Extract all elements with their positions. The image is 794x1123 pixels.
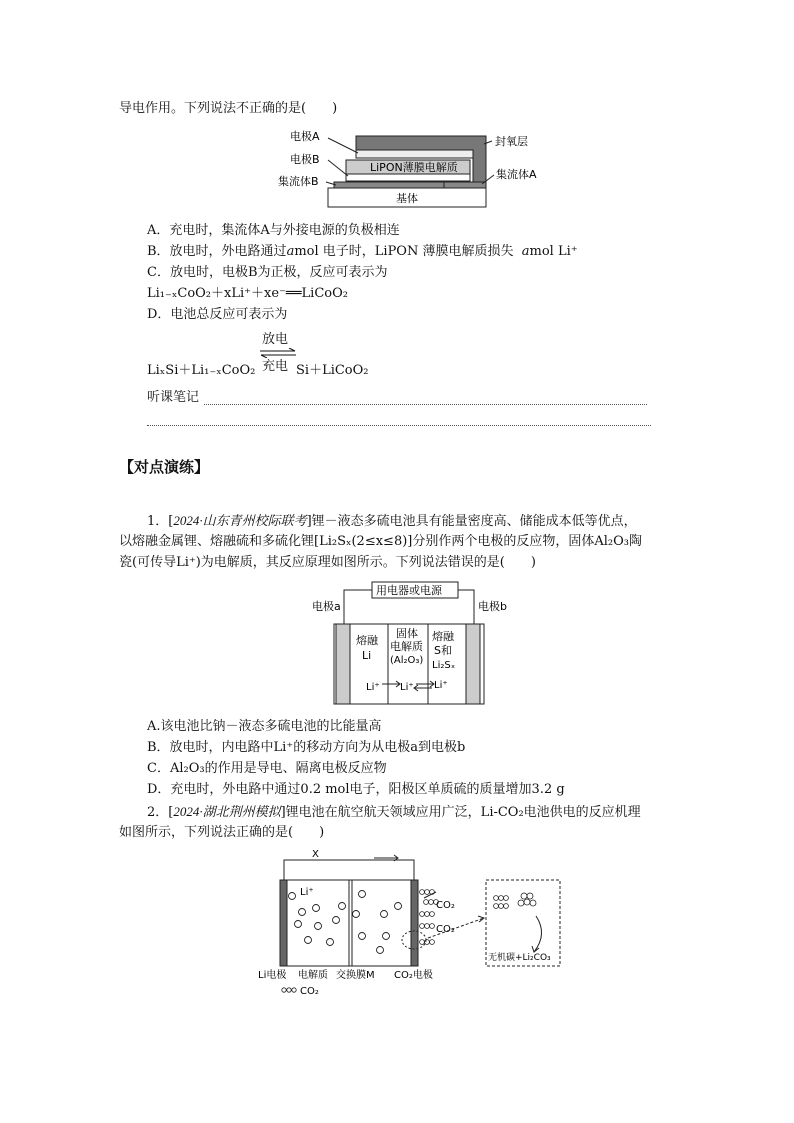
- q2-line-2: 如图所示，下列说法正确的是( ): [119, 825, 325, 840]
- eq-discharge-label: 放电: [262, 332, 289, 347]
- collector-b-label: 集流体B: [278, 175, 319, 188]
- q0-option-b: B．放电时，外电路通过amol 电子时，LiPON 薄膜电解质损失 amol Li⁺: [147, 244, 578, 259]
- li-ion-mid: Li⁺: [400, 682, 414, 693]
- base-label: 基体: [396, 192, 418, 205]
- solid-electrolyte-label-3: (Al₂O₃): [390, 655, 424, 666]
- q0-option-a: A．充电时，集流体A与外接电源的负极相连: [147, 223, 400, 238]
- electrode-b-label: 电极B: [290, 153, 320, 166]
- notes-line-2: [147, 425, 651, 426]
- notes-label: 听课笔记: [147, 390, 200, 405]
- molten-s-label-1: 熔融: [432, 630, 454, 643]
- li-ion-right: Li⁺: [434, 680, 448, 691]
- electrolyte-label: 电解质: [298, 970, 328, 981]
- li-co2-battery-diagram: [256, 846, 568, 1002]
- co2-label-2: CO₂: [436, 924, 455, 935]
- li-ion-left: Li⁺: [366, 682, 380, 693]
- q0-option-c-equation: Li₁₋ₓCoO₂＋xLi⁺＋xe⁻══LiCoO₂: [147, 286, 348, 301]
- electrode-b-label: 电极b: [478, 600, 507, 613]
- li-electrode-label: Li电极: [258, 970, 287, 981]
- q1-line-3: 瓷(可传导Li⁺)为电解质，其反应原理如图所示。下列说法错误的是( ): [119, 555, 536, 570]
- li-sulfur-battery-diagram: [308, 580, 526, 708]
- q0-option-d: D．电池总反应可表示为: [147, 307, 288, 322]
- li-electrode: [280, 880, 287, 966]
- co2-legend-label: CO₂: [300, 986, 319, 997]
- co2-electrode-label: CO₂电极: [394, 970, 433, 981]
- eq-charge-label: 充电: [262, 359, 289, 374]
- electrode-a-label: 电极A: [290, 130, 320, 143]
- device-label: 用电器或电源: [376, 584, 442, 597]
- co2-molecules: [420, 890, 439, 945]
- co2-legend-icon: [282, 988, 296, 992]
- li-ion-label: Li⁺: [300, 887, 314, 898]
- co2-label-1: CO₂: [436, 900, 455, 911]
- section-title: 【对点演练】: [119, 458, 210, 476]
- membrane-label: 交换膜M: [336, 970, 375, 981]
- q1-line-1: 1．[2024·山东青州校际联考]锂－液态多硫电池具有能量密度高、储能成本低等优点，: [147, 513, 637, 529]
- eq-right: Si＋LiCoO₂: [296, 363, 369, 378]
- electrode-a-label: 电极a: [312, 600, 341, 613]
- seal-label: 封氧层: [495, 135, 528, 148]
- electrolyte-label: LiPON薄膜电解质: [370, 161, 458, 174]
- thin-film-battery-diagram: [270, 126, 560, 212]
- collector-a-layer: [444, 182, 486, 188]
- q0-intro: 导电作用。下列说法不正确的是( ): [119, 101, 338, 116]
- solid-electrolyte-label-2: 电解质: [390, 640, 423, 653]
- electrode-a: [336, 624, 350, 704]
- q2-line-1: 2．[2024·湖北荆州模拟]锂电池在航空航天领域应用广泛，Li-CO₂电池供电的反应机理: [147, 804, 641, 820]
- q1-line-2: 以熔融金属锂、熔融硫和多硫化锂[Li₂Sₓ(2≤x≤8)]分别作两个电极的反应物，固体Al₂O₃陶: [119, 534, 642, 549]
- collector-b-layer: [334, 182, 444, 188]
- co2-electrode: [411, 880, 418, 966]
- electrode-b-layer: [346, 174, 470, 181]
- eq-left: LiₓSi＋Li₁₋ₓCoO₂: [147, 363, 256, 378]
- molten-li-label-2: Li: [362, 649, 372, 662]
- electrode-b: [466, 624, 480, 704]
- x-label: X: [312, 849, 319, 860]
- q0-option-c: C．放电时，电极B为正极，反应可表示为: [147, 265, 388, 280]
- q1-option-a: A.该电池比钠－液态多硫电池的比能量高: [147, 719, 382, 734]
- electrode-a-layer: [356, 150, 473, 158]
- reversible-arrow-icon: [258, 348, 298, 358]
- q1-option-d: D．充电时，外电路中通过0.2 mol电子，阳极区单质硫的质量增加3.2 g: [147, 782, 565, 797]
- molten-s-label-3: Li₂Sₓ: [432, 660, 456, 671]
- q1-option-c: C．Al₂O₃的作用是导电、隔离电极反应物: [147, 761, 387, 776]
- molten-li-label-1: 熔融: [356, 634, 378, 647]
- molten-s-label-2: S和: [434, 644, 452, 657]
- product-label: 无机碳+Li₂CO₃: [488, 953, 551, 963]
- q1-option-b: B．放电时，内电路中Li⁺的移动方向为从电极a到电极b: [147, 740, 466, 755]
- collector-a-label: 集流体A: [496, 168, 537, 181]
- notes-line-1: [204, 404, 647, 405]
- solid-electrolyte-label-1: 固体: [396, 627, 418, 640]
